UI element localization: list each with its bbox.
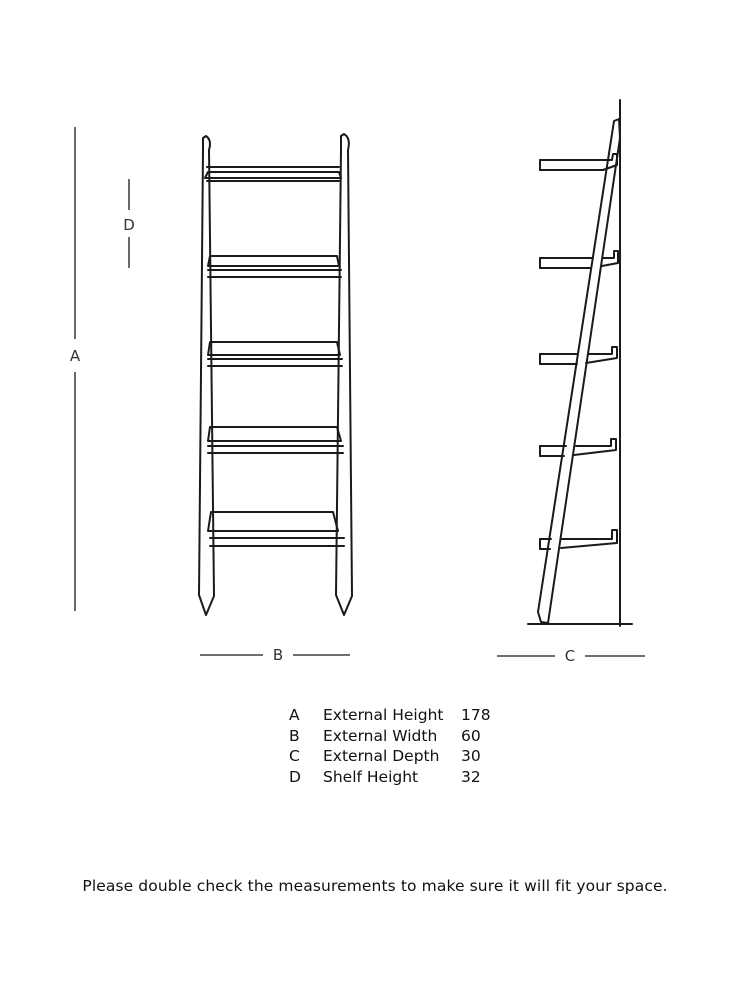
dimension-label-c: C (564, 647, 576, 665)
dimension-label-a: A (69, 347, 81, 365)
measurement-row (289, 767, 491, 788)
measurement-value: 30 (461, 747, 481, 765)
measurement-row (289, 726, 491, 747)
side-ladder-leg (538, 119, 620, 623)
front-left-leg (199, 136, 214, 615)
front-shelf (208, 256, 341, 277)
measurement-value: 178 (461, 706, 491, 724)
side-shelf (540, 154, 617, 170)
front-view (199, 134, 352, 615)
dimension-label-b: B (272, 646, 284, 664)
measurement-value: 32 (461, 767, 481, 786)
measurement-name: Shelf Height (323, 767, 419, 786)
measurement-row (289, 746, 491, 767)
measurement-name: External Height (323, 706, 444, 724)
fit-note: Please double check the measurements to make sure it will fit your space. (82, 877, 668, 895)
measurement-key: C (289, 747, 300, 765)
front-shelf (208, 427, 343, 453)
front-shelf (208, 342, 342, 366)
measurement-name: External Depth (323, 747, 440, 765)
measurement-row (289, 705, 491, 726)
dimension-label-d: D (123, 216, 135, 234)
front-shelf (205, 167, 341, 181)
side-view (528, 100, 632, 626)
measurement-value: 60 (461, 726, 481, 745)
side-shelf (540, 251, 618, 268)
front-shelf (208, 512, 344, 546)
measurement-key: A (289, 706, 300, 724)
measurement-name: External Width (323, 726, 438, 745)
measurement-key: B (289, 726, 300, 745)
front-right-leg (336, 134, 352, 615)
side-shelf (540, 439, 616, 456)
measurement-key: D (289, 767, 301, 786)
measurements-table (289, 705, 491, 787)
side-shelf (540, 530, 617, 549)
